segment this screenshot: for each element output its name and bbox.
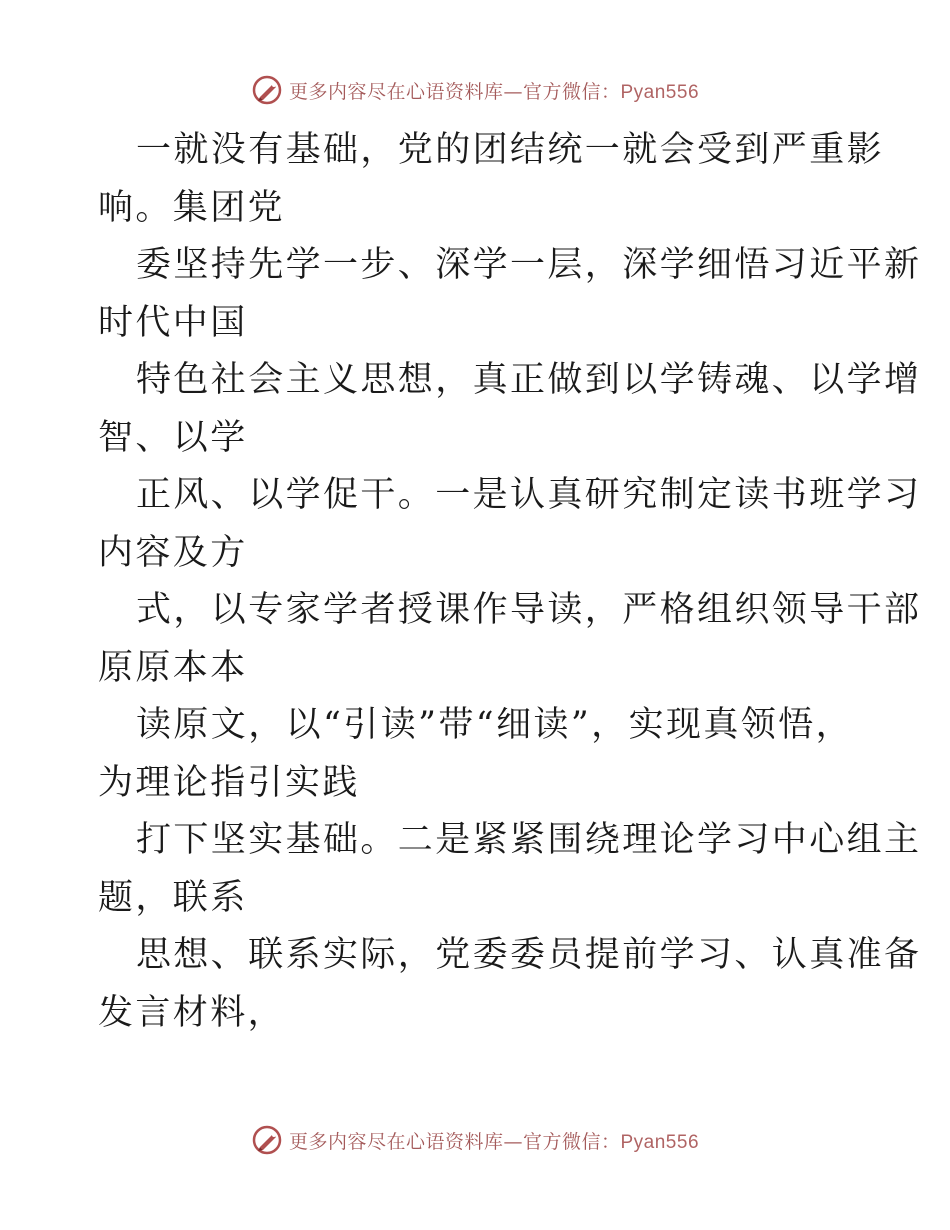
- header-watermark: [0, 72, 950, 108]
- body-line: 智、以学: [98, 417, 248, 458]
- pen-logo-icon: [251, 1124, 283, 1156]
- body-line: 发言材料，: [98, 992, 286, 1033]
- body-line: 原原本本: [98, 647, 248, 688]
- body-line: 委坚持先学一步、深学一层，深学细悟习近平新: [136, 245, 922, 285]
- watermark-text: 更多内容尽在心语资料库—官方微信：: [288, 1130, 621, 1153]
- body-line: 响。集团党: [98, 187, 286, 228]
- watermark-text: 更多内容尽在心语资料库—官方微信：: [288, 80, 621, 103]
- body-line: 式，以专家学者授课作导读，严格组织领导干部: [136, 590, 922, 630]
- wechat-id: Pyan556: [620, 81, 700, 103]
- body-line: 一就没有基础，党的团结统一就会受到严重影: [136, 130, 885, 170]
- body-line: 读原文，以“引读”带“细读”，实现真领悟，: [136, 705, 853, 745]
- body-line: 为理论指引实践: [98, 762, 360, 803]
- wechat-id: Pyan556: [620, 1131, 700, 1153]
- body-line: 正风、以学促干。一是认真研究制定读书班学习: [136, 475, 922, 515]
- body-line: 时代中国: [98, 302, 248, 343]
- body-line: 题，联系: [98, 877, 248, 918]
- body-line: 内容及方: [98, 532, 248, 573]
- pen-logo-icon: [251, 74, 283, 106]
- document-body: [98, 122, 922, 1042]
- body-line: 打下坚实基础。二是紧紧围绕理论学习中心组主: [136, 820, 922, 860]
- body-line: 思想、联系实际，党委委员提前学习、认真准备: [136, 935, 922, 975]
- footer-watermark: [0, 1122, 950, 1158]
- body-line: 特色社会主义思想，真正做到以学铸魂、以学增: [136, 360, 922, 400]
